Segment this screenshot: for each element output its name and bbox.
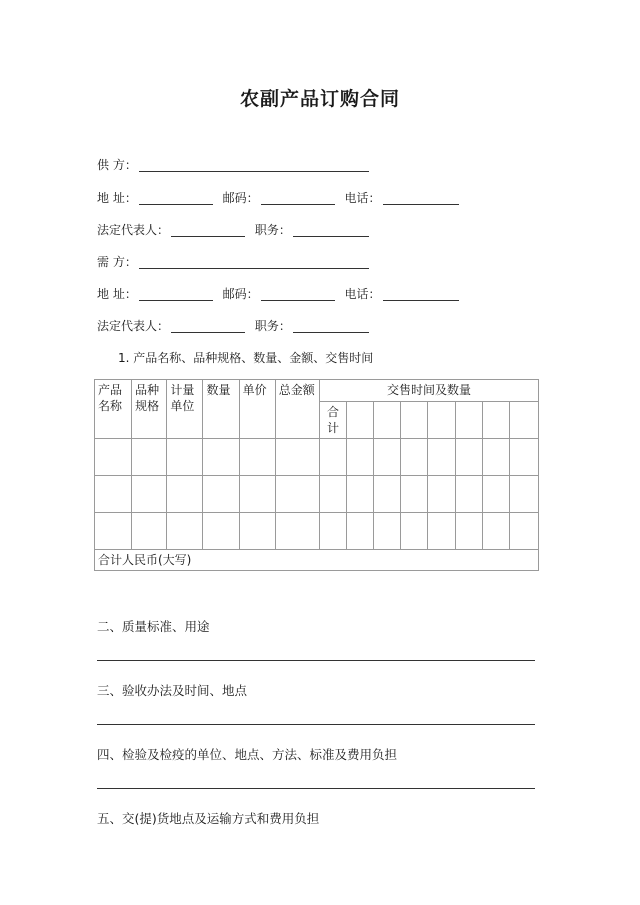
table-cell[interactable] [203, 513, 239, 550]
table-cell[interactable] [401, 439, 428, 476]
table-cell[interactable] [482, 402, 509, 439]
table-cell[interactable] [401, 402, 428, 439]
buyer-address-field[interactable] [139, 288, 213, 301]
buyer-name-field[interactable] [139, 256, 369, 269]
table-cell[interactable] [455, 476, 482, 513]
table-cell[interactable] [455, 402, 482, 439]
buyer-position-label: 职务： [254, 319, 291, 333]
table-cell[interactable] [319, 476, 346, 513]
table-cell[interactable] [428, 476, 455, 513]
supplier-phone-label: 电话： [344, 191, 381, 205]
table-cell[interactable] [95, 476, 132, 513]
table-cell[interactable] [374, 513, 401, 550]
buyer-address-row [97, 286, 465, 302]
header-unit-price: 单价 [239, 380, 275, 439]
section-3-heading: 三、验收办法及时间、地点 [97, 683, 248, 698]
table-cell[interactable] [132, 439, 167, 476]
table-cell[interactable] [203, 476, 239, 513]
order-table [94, 379, 539, 571]
supplier-rep-label: 法定代表人： [97, 223, 170, 237]
table-cell[interactable] [509, 476, 538, 513]
buyer-position-field[interactable] [293, 320, 369, 333]
buyer-rep-label: 法定代表人： [97, 319, 170, 333]
table-cell[interactable] [401, 513, 428, 550]
table-cell[interactable] [167, 476, 203, 513]
supplier-name-field[interactable] [139, 159, 369, 172]
table-cell[interactable] [239, 439, 275, 476]
table-cell[interactable] [482, 439, 509, 476]
supplier-address-row [97, 190, 465, 206]
header-delivery-schedule: 交售时间及数量 [319, 380, 538, 402]
table-cell[interactable] [428, 513, 455, 550]
table-cell[interactable] [132, 513, 167, 550]
buyer-postcode-field[interactable] [261, 288, 335, 301]
table-cell[interactable] [347, 476, 374, 513]
table-cell[interactable] [167, 513, 203, 550]
table-cell[interactable] [167, 439, 203, 476]
header-total-amount: 总金额 [275, 380, 319, 439]
buyer-row [97, 254, 375, 270]
table-row [95, 476, 539, 513]
table-cell[interactable] [401, 476, 428, 513]
supplier-label: 供 方： [97, 158, 137, 172]
table-cell[interactable] [455, 439, 482, 476]
item-1-heading: 1. 产品名称、品种规格、数量、金额、交售时间 [118, 351, 374, 365]
table-cell[interactable] [319, 439, 346, 476]
buyer-address-label: 地 址： [97, 287, 137, 301]
table-cell[interactable] [347, 439, 374, 476]
table-row [95, 439, 539, 476]
supplier-postcode-field[interactable] [261, 192, 335, 205]
table-cell[interactable] [347, 513, 374, 550]
section-4-fill-line[interactable] [97, 788, 535, 789]
buyer-label: 需 方： [97, 255, 137, 269]
total-rmb-uppercase[interactable]: 合计人民币(大写) [95, 550, 539, 571]
supplier-address-label: 地 址： [97, 191, 137, 205]
supplier-postcode-label: 邮码： [222, 191, 259, 205]
table-row [95, 513, 539, 550]
header-quantity: 数量 [203, 380, 239, 439]
table-cell[interactable] [275, 439, 319, 476]
document-title: 农副产品订购合同 [239, 88, 400, 110]
table-cell[interactable] [347, 402, 374, 439]
section-5-heading: 五、交(提)货地点及运输方式和费用负担 [97, 811, 320, 826]
header-subtotal: 合计 [319, 402, 346, 439]
buyer-postcode-label: 邮码： [222, 287, 259, 301]
table-cell[interactable] [132, 476, 167, 513]
supplier-phone-field[interactable] [383, 192, 459, 205]
table-cell[interactable] [95, 439, 132, 476]
table-cell[interactable] [482, 513, 509, 550]
table-cell[interactable] [275, 513, 319, 550]
supplier-rep-row [97, 222, 375, 238]
table-cell[interactable] [374, 402, 401, 439]
section-3-fill-line[interactable] [97, 724, 535, 725]
header-product-name: 产品名称 [95, 380, 132, 439]
table-cell[interactable] [374, 476, 401, 513]
table-cell[interactable] [428, 402, 455, 439]
table-cell[interactable] [239, 476, 275, 513]
supplier-position-field[interactable] [293, 224, 369, 237]
table-cell[interactable] [509, 402, 538, 439]
supplier-address-field[interactable] [139, 192, 213, 205]
section-4-heading: 四、检验及检疫的单位、地点、方法、标准及费用负担 [97, 747, 398, 762]
table-cell[interactable] [428, 439, 455, 476]
table-cell[interactable] [482, 476, 509, 513]
buyer-phone-label: 电话： [344, 287, 381, 301]
section-2-heading: 二、质量标准、用途 [97, 619, 210, 634]
table-cell[interactable] [203, 439, 239, 476]
table-cell[interactable] [509, 439, 538, 476]
table-cell[interactable] [275, 476, 319, 513]
header-unit: 计量单位 [167, 380, 203, 439]
table-cell[interactable] [95, 513, 132, 550]
buyer-phone-field[interactable] [383, 288, 459, 301]
header-variety-spec: 品种规格 [132, 380, 167, 439]
buyer-rep-row [97, 318, 375, 334]
table-cell[interactable] [319, 513, 346, 550]
table-cell[interactable] [374, 439, 401, 476]
table-cell[interactable] [455, 513, 482, 550]
supplier-position-label: 职务： [254, 223, 291, 237]
supplier-rep-field[interactable] [171, 224, 245, 237]
table-cell[interactable] [509, 513, 538, 550]
supplier-row [97, 157, 375, 173]
buyer-rep-field[interactable] [171, 320, 245, 333]
section-2-fill-line[interactable] [97, 660, 535, 661]
table-cell[interactable] [239, 513, 275, 550]
